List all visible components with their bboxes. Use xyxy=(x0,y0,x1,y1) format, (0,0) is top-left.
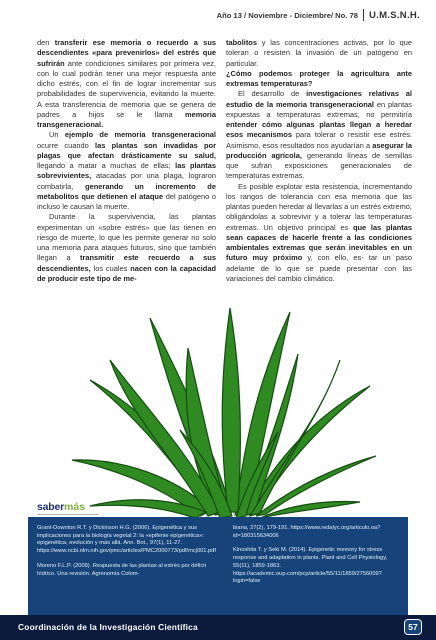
references-right xyxy=(233,525,401,593)
page-header xyxy=(217,8,420,22)
logo-divider xyxy=(37,514,99,515)
bold-text: las plantas son invadidas por plagas que afectan drásticamente su salud, xyxy=(37,140,216,160)
references-left xyxy=(37,525,216,585)
bold-text: nacen con la capacidad de producir este tipo de me- xyxy=(37,263,216,283)
bold-text: asegurar la producción agrícola, xyxy=(226,140,412,160)
footer-text: Coordinación de la Investigación Científica xyxy=(18,622,198,632)
bold-text: investigaciones relativas al estudio de la memoria transgeneracional xyxy=(226,89,413,109)
reference-item: Moreno F.L.P. (2009). Respuesta de las plantas al estrés por déficit hídrico. Una revisión. Agronomía Colom- xyxy=(37,562,207,577)
paragraph xyxy=(226,38,412,69)
bold-text: transferir ese memoria o recuerdo a sus descendientes «para prevenirlos» del estrés que sufrirán xyxy=(37,38,216,68)
page-number: 57 xyxy=(404,619,422,635)
text-run: llegando a matar a muchas de ellas; xyxy=(37,161,176,170)
left-column xyxy=(37,38,216,284)
text-run: los cuales xyxy=(90,263,131,273)
text-run: atacadas por una plaga, lograron combatirla, xyxy=(37,171,216,191)
text-run: para tolerar o resistir ese estrés. Asimismo, esos resultados nos ayudarían a xyxy=(226,130,412,150)
bold-text: memoria transgeneracional. xyxy=(37,109,216,129)
section-question: ¿Cómo podemos proteger la agricultura ante extremas temperaturas? xyxy=(226,68,412,88)
text-run: y las concentraciones activas, por lo que toleran o resisten la invasión de un patógeno en particular. xyxy=(226,38,412,68)
text-run: Durante la supervivencia, las plantas experimentan un «sobre estrés» que las tienen en riesgo de muerte, lo que les permite generar no solo una memoria para ataques futuros, sino que también llegan a xyxy=(37,212,216,263)
paragraph xyxy=(37,212,216,284)
agave-plant-illustration xyxy=(70,300,378,520)
text-run: generando líneas de semillas que sufran exposiciones generacionales de temperaturas extremas. xyxy=(226,150,412,181)
text-run: ante condiciones similares por primera vez, con lo cual podrán tener una mejor respuesta ante dicho estrés, con el fin de lograr incrementar sus probabilidades de supervivencia, evitando la muerte. A esta transferencia de memoria que se genera de padres a hijos se le llama xyxy=(37,58,216,119)
references-box xyxy=(28,517,408,615)
reference-item: Kinoshita T. y Seki M. (2014). Epigenetic memory for stress response and adaptation in plants. Plant and Cell Physiology, 55(11), 1859-1863. https://academic.oup.com/pcp/article/55/11/1859/2756009?login=false xyxy=(233,547,388,585)
text-run: y, con ello, es- tar un paso adelante de lo que se puede presentar con las variaciones del cambio climático. xyxy=(226,253,412,283)
text-run: en plantas expuestas a temperaturas extremas, no permitiría xyxy=(226,99,413,119)
text-run: ocurre cuando xyxy=(37,140,96,150)
paragraph xyxy=(226,89,412,181)
bold-text: ejemplo de memoria transgeneracional xyxy=(64,130,216,140)
bold-text: tabolitos xyxy=(226,38,257,47)
paragraph xyxy=(226,182,412,285)
text-run: El desarrollo de xyxy=(238,89,307,99)
text-run: Es posible explotar esta resistencia, incrementando los rangos de tolerancia con esa memoria que las plantas pueden heredar al llevarlas a un estrés extremo, obligándolas a sobrevivir y a tolerar las temperaturas extremas. Un objetivo principal es xyxy=(226,181,412,232)
issue-info: Año 13 / Noviembre - Diciembre/ No. 78 xyxy=(216,10,358,20)
paragraph xyxy=(37,130,216,212)
bold-text: las plantas sobrevivientes, xyxy=(37,161,216,181)
page-footer xyxy=(0,615,436,640)
bold-text: generando un incremento de metabolitos que detienen el ataque xyxy=(37,181,216,201)
text-run: den xyxy=(37,38,55,47)
logo-accent-text: más xyxy=(64,501,86,513)
reference-item: biana, 27(2), 179-191. https://www.redalyc.org/articulo.oa?id=180315634006 xyxy=(233,525,381,539)
bold-text: transmitir este recuerdo a sus descendientes, xyxy=(37,253,216,273)
bold-text: entender cómo algunas plantas llegan a heredar esos mecanismos xyxy=(226,120,412,140)
university-name: U.M.S.N.H. xyxy=(368,9,420,21)
text-run: Un xyxy=(49,130,65,140)
right-column xyxy=(226,38,412,284)
logo-text: saber xyxy=(37,501,65,513)
bold-text: que las plantas sean capaces de hacerle frente a las condiciones ambientales extremas que serán inevitables en un futuro muy próximo xyxy=(226,222,412,263)
plant-leaves xyxy=(72,308,376,518)
text-run: del patógeno o incluso le causan la muerte. xyxy=(37,191,216,211)
reference-item: Grant-Downton R.T. y Dickinson H.G. (2006). Epigenética y sus implicaciones para la biología vegetal 2: la «epifenie epigenética»: epigenética, evolución y más allá. Ann. Bot., 97(1), 11-27. https://www.ncbi.nlm.nih.gov/pmc/articles/PMC2000773/pdf/mcj001.pdf xyxy=(37,525,216,555)
paragraph xyxy=(37,38,216,130)
